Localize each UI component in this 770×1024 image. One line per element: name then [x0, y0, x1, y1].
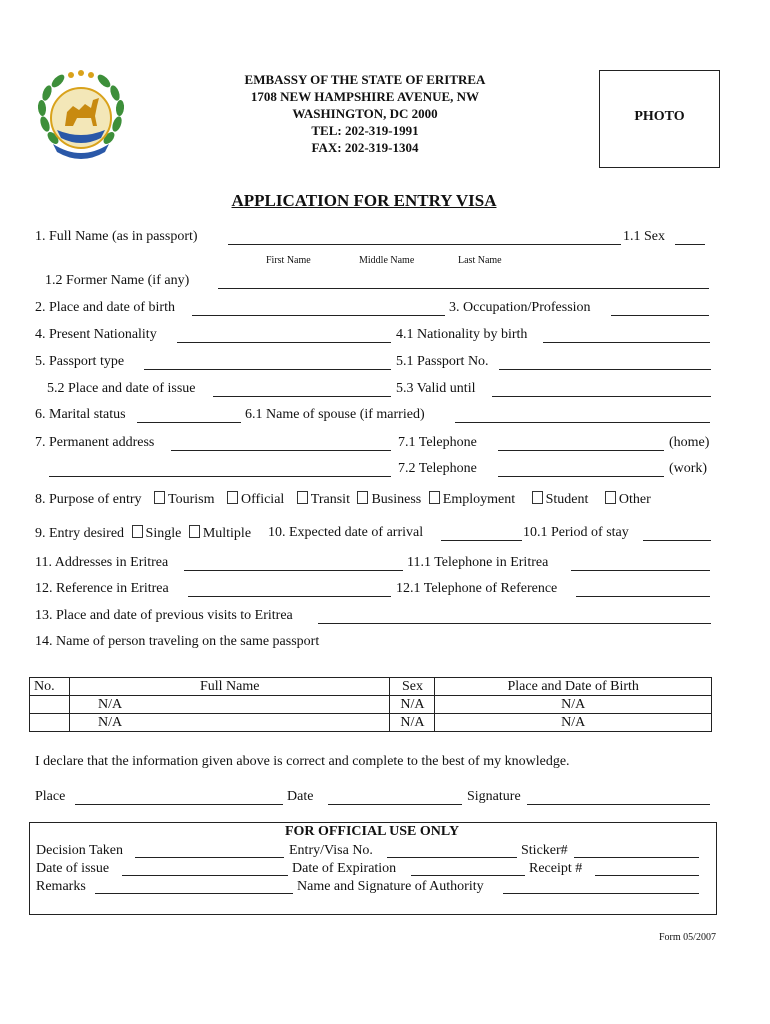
student-label: Student — [545, 492, 589, 507]
table-header-no: No. — [30, 678, 70, 696]
passport-type-label: 5. Passport type — [35, 354, 125, 369]
present-nationality-label: 4. Present Nationality — [35, 327, 157, 342]
remarks-input[interactable] — [95, 893, 293, 894]
telephone-home-label: 7.1 Telephone — [398, 435, 477, 450]
remarks-label: Remarks — [36, 879, 86, 894]
table-cell-full-name[interactable]: N/A — [69, 714, 389, 732]
spouse-label: 6.1 Name of spouse (if married) — [245, 407, 425, 422]
authority-input[interactable] — [503, 893, 699, 894]
decision-input[interactable] — [135, 857, 284, 858]
sex-input[interactable] — [675, 244, 705, 245]
issue-place-date-input[interactable] — [213, 396, 391, 397]
declaration-text: I declare that the information given above is correct and complete to the best of my knowledge. — [35, 754, 570, 769]
multiple-checkbox[interactable] — [189, 525, 200, 538]
permanent-address-input-2[interactable] — [49, 476, 391, 477]
sticker-input[interactable] — [574, 857, 699, 858]
previous-visits-input[interactable] — [318, 623, 711, 624]
permanent-address-input[interactable] — [171, 450, 391, 451]
middle-name-caption: Middle Name — [359, 255, 415, 266]
table-row — [30, 696, 712, 714]
present-nationality-input[interactable] — [177, 342, 391, 343]
business-label: Business — [371, 492, 422, 507]
student-checkbox[interactable] — [532, 491, 543, 504]
reference-eritrea-label: 12. Reference in Eritrea — [35, 581, 169, 596]
telephone-eritrea-input[interactable] — [571, 570, 710, 571]
same-passport-label: 14. Name of person traveling on the same passport — [35, 634, 320, 649]
table-cell-birth[interactable]: N/A — [435, 714, 712, 732]
embassy-name: EMBASSY OF THE STATE OF ERITREA — [244, 72, 486, 87]
date-input[interactable] — [328, 804, 462, 805]
date-issue-input[interactable] — [122, 875, 288, 876]
table-cell-sex[interactable]: N/A — [390, 696, 435, 714]
purpose-label: 8. Purpose of entry — [35, 492, 142, 507]
authority-label: Name and Signature of Authority — [297, 879, 484, 894]
birth-place-date-input[interactable] — [192, 315, 445, 316]
tourism-checkbox[interactable] — [154, 491, 165, 504]
date-expiration-label: Date of Expiration — [292, 861, 397, 876]
multiple-label: Multiple — [202, 526, 252, 541]
signature-input[interactable] — [527, 804, 710, 805]
embassy-address: 1708 NEW HAMPSHIRE AVENUE, NW — [250, 89, 480, 104]
form-version: Form 05/2007 — [659, 932, 716, 943]
nationality-birth-input[interactable] — [543, 342, 710, 343]
telephone-eritrea-label: 11.1 Telephone in Eritrea — [407, 555, 549, 570]
previous-visits-label: 13. Place and date of previous visits to Eritrea — [35, 608, 293, 623]
marital-status-input[interactable] — [137, 422, 241, 423]
home-caption: (home) — [669, 435, 710, 450]
sticker-label: Sticker# — [521, 843, 568, 858]
full-name-label: 1. Full Name (as in passport) — [35, 229, 198, 244]
transit-checkbox[interactable] — [297, 491, 308, 504]
first-name-caption: First Name — [266, 255, 311, 266]
table-cell-birth[interactable]: N/A — [435, 696, 712, 714]
receipt-label: Receipt # — [529, 861, 583, 876]
telephone-reference-label: 12.1 Telephone of Reference — [396, 581, 558, 596]
telephone-home-input[interactable] — [498, 450, 664, 451]
valid-until-label: 5.3 Valid until — [396, 381, 476, 396]
official-checkbox[interactable] — [227, 491, 238, 504]
reference-eritrea-input[interactable] — [188, 596, 391, 597]
entry-visa-no-label: Entry/Visa No. — [289, 843, 373, 858]
employment-checkbox[interactable] — [429, 491, 440, 504]
valid-until-input[interactable] — [492, 396, 711, 397]
table-header-sex: Sex — [390, 678, 435, 696]
spouse-input[interactable] — [455, 422, 710, 423]
photo-box — [599, 70, 720, 168]
eritrea-emblem-icon — [31, 66, 131, 166]
transit-label: Transit — [310, 492, 350, 507]
birth-place-date-label: 2. Place and date of birth — [35, 300, 175, 315]
table-cell-no[interactable] — [30, 714, 70, 732]
purpose-row — [35, 491, 651, 508]
period-input[interactable] — [643, 540, 711, 541]
nationality-birth-label: 4.1 Nationality by birth — [396, 327, 528, 342]
table-header-row — [30, 678, 712, 696]
sex-label: 1.1 Sex — [623, 229, 665, 244]
date-issue-label: Date of issue — [36, 861, 110, 876]
work-caption: (work) — [669, 461, 708, 476]
table-header-birth: Place and Date of Birth — [435, 678, 712, 696]
place-input[interactable] — [75, 804, 283, 805]
table-cell-no[interactable] — [30, 696, 70, 714]
telephone-reference-input[interactable] — [576, 596, 710, 597]
former-name-label: 1.2 Former Name (if any) — [45, 273, 190, 288]
tourism-label: Tourism — [168, 492, 215, 507]
arrival-label: 10. Expected date of arrival — [268, 525, 424, 540]
telephone-work-label: 7.2 Telephone — [398, 461, 477, 476]
official-use-title: FOR OFFICIAL USE ONLY — [284, 824, 460, 839]
table-header-full-name: Full Name — [69, 678, 389, 696]
receipt-input[interactable] — [595, 875, 699, 876]
table-cell-sex[interactable]: N/A — [390, 714, 435, 732]
entry-row — [35, 525, 251, 542]
period-label: 10.1 Period of stay — [523, 525, 629, 540]
occupation-input[interactable] — [611, 315, 709, 316]
passport-no-input[interactable] — [499, 369, 711, 370]
table-cell-full-name[interactable]: N/A — [69, 696, 389, 714]
official-label: Official — [241, 492, 285, 507]
addresses-eritrea-input[interactable] — [184, 570, 403, 571]
last-name-caption: Last Name — [458, 255, 502, 266]
occupation-label: 3. Occupation/Profession — [449, 300, 591, 315]
passport-type-input[interactable] — [144, 369, 391, 370]
former-name-input[interactable] — [218, 288, 709, 289]
passport-no-label: 5.1 Passport No. — [396, 354, 489, 369]
employment-label: Employment — [442, 492, 516, 507]
addresses-eritrea-label: 11. Addresses in Eritrea — [35, 555, 169, 570]
decision-label: Decision Taken — [36, 843, 124, 858]
signature-label: Signature — [467, 789, 521, 804]
permanent-address-label: 7. Permanent address — [35, 435, 155, 450]
date-label: Date — [287, 789, 314, 804]
embassy-tel: TEL: 202-319-1991 — [311, 123, 419, 138]
embassy-city: WASHINGTON, DC 2000 — [292, 106, 438, 121]
marital-status-label: 6. Marital status — [35, 407, 126, 422]
travelers-table — [29, 677, 712, 732]
arrival-input[interactable] — [441, 540, 522, 541]
issue-place-date-label: 5.2 Place and date of issue — [47, 381, 196, 396]
other-label: Other — [618, 492, 651, 507]
form-title: APPLICATION FOR ENTRY VISA — [231, 191, 497, 210]
business-checkbox[interactable] — [357, 491, 368, 504]
date-expiration-input[interactable] — [411, 875, 525, 876]
entry-desired-label: 9. Entry desired — [35, 526, 125, 541]
photo-label: PHOTO — [634, 109, 685, 124]
table-row — [30, 714, 712, 732]
other-checkbox[interactable] — [605, 491, 616, 504]
single-label: Single — [145, 526, 182, 541]
embassy-fax: FAX: 202-319-1304 — [311, 140, 419, 155]
single-checkbox[interactable] — [132, 525, 143, 538]
place-label: Place — [35, 789, 66, 804]
telephone-work-input[interactable] — [498, 476, 664, 477]
entry-visa-no-input[interactable] — [387, 857, 517, 858]
full-name-input[interactable] — [228, 244, 621, 245]
